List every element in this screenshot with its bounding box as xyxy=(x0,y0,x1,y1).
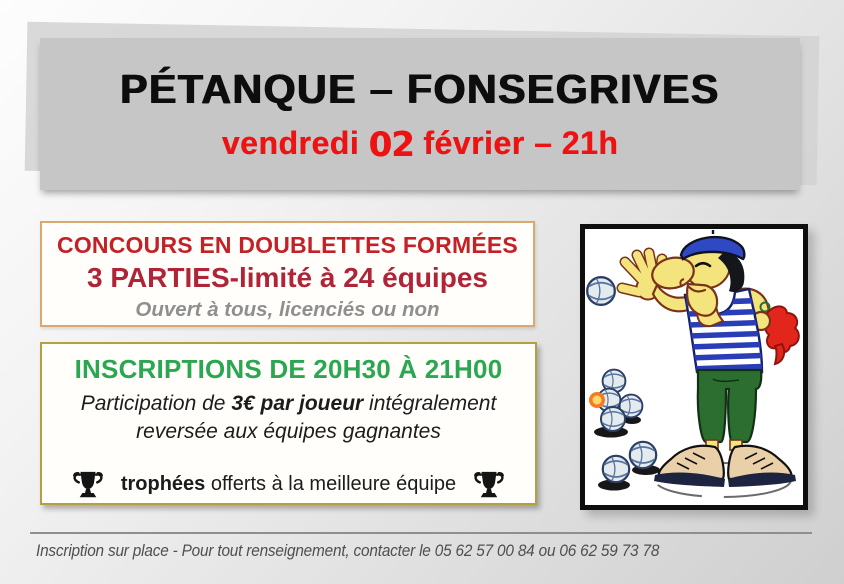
trophy-line xyxy=(42,469,535,501)
contest-limit-line: 3 PARTIES-limité à 24 équipes xyxy=(87,262,488,293)
date-day: 02 xyxy=(368,124,414,165)
header-banner xyxy=(40,38,800,190)
banner xyxy=(40,38,800,190)
participation-line2: reversée aux équipes gagnantes xyxy=(136,420,441,444)
footer-note: Inscription sur place - Pour tout renseignement, contacter le 05 62 57 00 84 ou 06 62 59 73 78 xyxy=(36,542,660,560)
trophy-rest: offerts à la meilleure équipe xyxy=(205,473,457,496)
event-title: PÉTANQUE – FONSEGRIVES xyxy=(120,65,720,112)
participation-text xyxy=(42,390,535,447)
trophy-text xyxy=(121,473,456,496)
participation-prefix: Participation de xyxy=(80,392,232,415)
contest-format-line: CONCOURS EN DOUBLETTES FORMÉES xyxy=(57,232,518,258)
participation-suffix: intégralement xyxy=(363,392,497,415)
event-datetime xyxy=(222,123,619,163)
registration-info-box xyxy=(40,342,537,505)
contest-open-line: Ouvert à tous, licenciés ou non xyxy=(135,298,440,321)
contest-info-box xyxy=(40,221,535,327)
trophy-icon xyxy=(71,469,105,501)
date-prefix: vendredi xyxy=(221,124,369,161)
footer-divider xyxy=(30,532,812,534)
participation-fee: 3€ par joueur xyxy=(231,392,364,415)
registration-hours: INSCRIPTIONS DE 20H30 À 21H00 xyxy=(74,354,503,384)
trophy-word: trophées xyxy=(120,473,206,496)
date-suffix: février – 21h xyxy=(413,124,619,161)
trophy-icon xyxy=(472,469,506,501)
petanque-player-illustration xyxy=(585,229,803,505)
illustration-frame xyxy=(580,224,808,510)
